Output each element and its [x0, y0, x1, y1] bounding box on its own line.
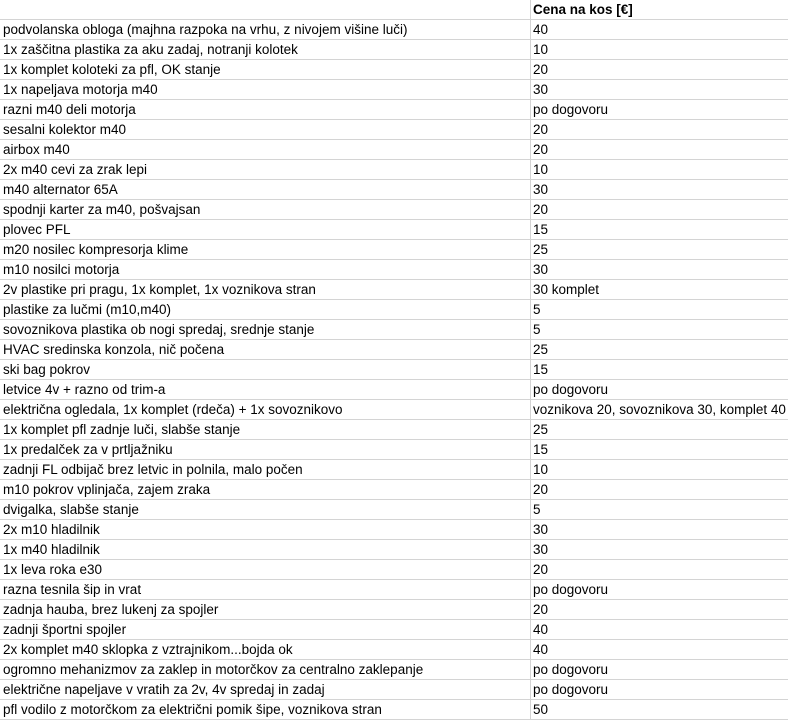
table-row [0, 460, 788, 480]
table-row [0, 380, 788, 400]
price-cell[interactable]: po dogovoru [533, 682, 609, 697]
description-cell[interactable]: zadnja hauba, brez lukenj za spojler [0, 600, 531, 619]
description-cell[interactable]: m40 alternator 65A [0, 180, 531, 199]
description-cell[interactable]: sovoznikova plastika ob nogi spredaj, srednje stanje [0, 320, 531, 339]
price-cell[interactable]: 5 [533, 502, 541, 517]
description-cell[interactable]: m10 pokrov vplinjača, zajem zraka [0, 480, 531, 499]
description-cell[interactable]: 1x m40 hladilnik [0, 540, 531, 559]
price-cell[interactable]: po dogovoru [533, 102, 609, 117]
description-cell[interactable]: plovec PFL [0, 220, 531, 239]
price-cell[interactable]: 25 [533, 342, 549, 357]
price-cell[interactable]: 20 [533, 602, 549, 617]
table-row [0, 700, 788, 720]
price-cell[interactable]: 30 [533, 262, 549, 277]
price-cell[interactable]: 15 [533, 222, 549, 237]
price-cell[interactable]: 20 [533, 482, 549, 497]
description-cell[interactable]: sesalni kolektor m40 [0, 120, 531, 139]
price-cell[interactable]: voznikova 20, sovoznikova 30, komplet 40 [533, 402, 786, 417]
price-cell[interactable]: 30 komplet [533, 282, 600, 297]
table-row [0, 280, 788, 300]
description-cell[interactable]: razni m40 deli motorja [0, 100, 531, 119]
description-cell[interactable]: dvigalka, slabše stanje [0, 500, 531, 519]
table-row [0, 160, 788, 180]
table-row [0, 40, 788, 60]
price-cell[interactable]: 10 [533, 162, 549, 177]
table-row [0, 440, 788, 460]
price-cell[interactable]: 30 [533, 82, 549, 97]
table-row [0, 220, 788, 240]
description-cell[interactable]: HVAC sredinska konzola, nič počena [0, 340, 531, 359]
price-cell[interactable]: 30 [533, 522, 549, 537]
table-row [0, 240, 788, 260]
description-cell[interactable]: ski bag pokrov [0, 360, 531, 379]
table-row [0, 360, 788, 380]
table-row [0, 680, 788, 700]
table-row [0, 80, 788, 100]
description-cell[interactable]: 1x predalček za v prtljažniku [0, 440, 531, 459]
table-row [0, 540, 788, 560]
table-row [0, 660, 788, 680]
description-cell[interactable]: m10 nosilci motorja [0, 260, 531, 279]
price-cell[interactable]: 20 [533, 562, 549, 577]
price-cell[interactable]: 15 [533, 442, 549, 457]
table-row [0, 640, 788, 660]
table-row [0, 480, 788, 500]
description-cell[interactable]: razna tesnila šip in vrat [0, 580, 531, 599]
price-cell[interactable]: 25 [533, 422, 549, 437]
description-cell[interactable]: podvolanska obloga (majhna razpoka na vrhu, z nivojem višine luči) [0, 20, 531, 39]
header-cell-description[interactable] [0, 0, 531, 19]
table-row [0, 600, 788, 620]
description-cell[interactable]: električna ogledala, 1x komplet (rdeča) + 1x sovoznikovo [0, 400, 531, 419]
price-cell[interactable]: 15 [533, 362, 549, 377]
price-cell[interactable]: 25 [533, 242, 549, 257]
header-row [0, 0, 788, 20]
table-row [0, 140, 788, 160]
table-row [0, 100, 788, 120]
table-row [0, 300, 788, 320]
price-cell[interactable]: 20 [533, 142, 549, 157]
description-cell[interactable]: spodnji karter za m40, pošvajsan [0, 200, 531, 219]
price-cell[interactable]: 20 [533, 202, 549, 217]
description-cell[interactable]: ogromno mehanizmov za zaklep in motorčkov za centralno zaklepanje [0, 660, 531, 679]
table-row [0, 400, 788, 420]
table-row [0, 420, 788, 440]
description-cell[interactable]: 2x komplet m40 sklopka z vztrajnikom...bojda ok [0, 640, 531, 659]
table-row [0, 120, 788, 140]
price-cell[interactable]: 5 [533, 302, 541, 317]
price-cell[interactable]: po dogovoru [533, 382, 609, 397]
price-cell[interactable]: po dogovoru [533, 582, 609, 597]
table-row [0, 500, 788, 520]
description-cell[interactable]: 2x m40 cevi za zrak lepi [0, 160, 531, 179]
description-cell[interactable]: 1x zaščitna plastika za aku zadaj, notranji kolotek [0, 40, 531, 59]
price-cell[interactable]: 20 [533, 62, 549, 77]
description-cell[interactable]: m20 nosilec kompresorja klime [0, 240, 531, 259]
description-cell[interactable]: 1x komplet koloteki za pfl, OK stanje [0, 60, 531, 79]
price-cell[interactable]: 30 [533, 182, 549, 197]
description-cell[interactable]: plastike za lučmi (m10,m40) [0, 300, 531, 319]
price-cell[interactable]: 40 [533, 22, 549, 37]
table-row [0, 20, 788, 40]
table-row [0, 260, 788, 280]
description-cell[interactable]: 1x leva roka e30 [0, 560, 531, 579]
description-cell[interactable]: letvice 4v + razno od trim-a [0, 380, 531, 399]
price-cell[interactable]: 10 [533, 42, 549, 57]
price-cell[interactable]: 5 [533, 322, 541, 337]
table-row [0, 340, 788, 360]
table-row [0, 580, 788, 600]
description-cell[interactable]: 2x m10 hladilnik [0, 520, 531, 539]
price-cell[interactable]: po dogovoru [533, 662, 609, 677]
table-row [0, 620, 788, 640]
price-cell[interactable]: 40 [533, 642, 549, 657]
price-cell[interactable]: 20 [533, 122, 549, 137]
table-row [0, 200, 788, 220]
description-cell[interactable]: 2v plastike pri pragu, 1x komplet, 1x voznikova stran [0, 280, 531, 299]
description-cell[interactable]: airbox m40 [0, 140, 531, 159]
description-cell[interactable]: električne napeljave v vratih za 2v, 4v spredaj in zadaj [0, 680, 531, 699]
table-row [0, 320, 788, 340]
table-row [0, 180, 788, 200]
description-cell[interactable]: zadnji športni spojler [0, 620, 531, 639]
price-cell[interactable]: 50 [533, 702, 549, 717]
description-cell[interactable]: 1x napeljava motorja m40 [0, 80, 531, 99]
table-row [0, 520, 788, 540]
header-cell-price[interactable]: Cena na kos [€] [533, 2, 633, 17]
table-row [0, 560, 788, 580]
description-cell[interactable]: pfl vodilo z motorčkom za električni pomik šipe, voznikova stran [0, 700, 531, 719]
table-row [0, 60, 788, 80]
price-cell[interactable]: 10 [533, 462, 549, 477]
description-cell[interactable]: 1x komplet pfl zadnje luči, slabše stanje [0, 420, 531, 439]
description-cell[interactable]: zadnji FL odbijač brez letvic in polnila, malo počen [0, 460, 531, 479]
price-cell[interactable]: 30 [533, 542, 549, 557]
price-cell[interactable]: 40 [533, 622, 549, 637]
